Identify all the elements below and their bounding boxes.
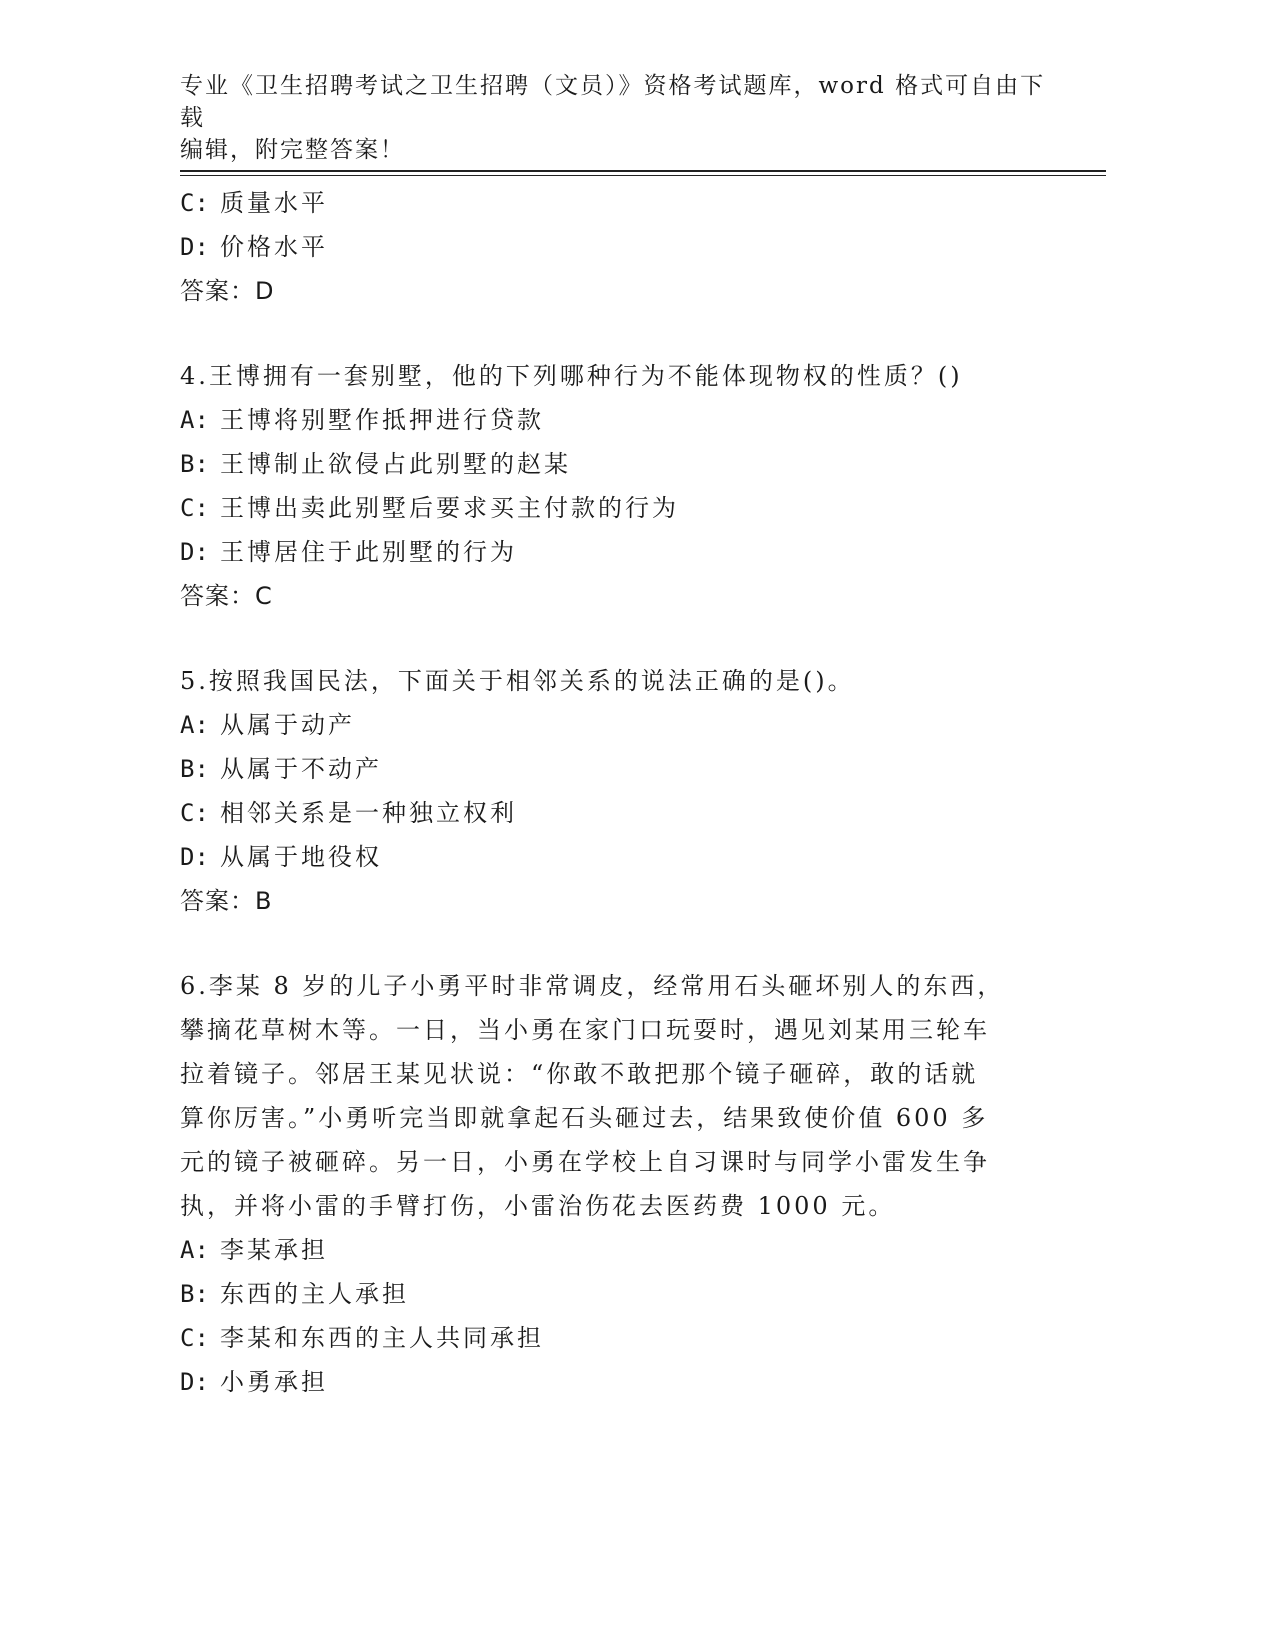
option-key: D:	[180, 538, 209, 566]
question-stem-line: 6.李某 8 岁的儿子小勇平时非常调皮，经常用石头砸坏别人的东西，	[180, 972, 1005, 1000]
option-text: 质量水平	[220, 189, 328, 217]
question-stem: 4.王博拥有一套别墅，他的下列哪种行为不能体现物权的性质？()	[180, 362, 963, 390]
header-divider-thick	[180, 170, 1106, 172]
spacer	[180, 923, 1020, 964]
question-stem-line: 元的镜子被砸碎。另一日，小勇在学校上自习课时与同学小雷发生争	[180, 1148, 990, 1176]
option-text: 李某承担	[220, 1236, 328, 1264]
option-text: 李某和东西的主人共同承担	[220, 1324, 544, 1352]
option-text: 相邻关系是一种独立权利	[220, 799, 517, 827]
question-4	[180, 354, 1020, 618]
option-a	[180, 703, 1020, 747]
option-b	[180, 442, 1020, 486]
option-d	[180, 835, 1020, 879]
answer-line: 答案：D	[180, 277, 275, 305]
option-text: 东西的主人承担	[220, 1280, 409, 1308]
spacer	[180, 618, 1020, 659]
option-text: 王博居住于此别墅的行为	[220, 538, 517, 566]
option-text: 小勇承担	[220, 1368, 328, 1396]
option-b	[180, 1272, 1020, 1316]
option-text: 从属于动产	[220, 711, 355, 739]
option-text: 从属于地役权	[220, 843, 382, 871]
option-c	[180, 486, 1020, 530]
option-d	[180, 1360, 1020, 1404]
partial-question	[180, 181, 1020, 313]
question-6	[180, 964, 1020, 1404]
header-line-1: 专业《卫生招聘考试之卫生招聘（文员）》资格考试题库，word 格式可自由下载	[180, 73, 1046, 131]
option-text: 从属于不动产	[220, 755, 382, 783]
option-key: A:	[180, 711, 209, 739]
option-c	[180, 1316, 1020, 1360]
answer-line: 答案：C	[180, 582, 273, 610]
header-divider-thin	[180, 175, 1106, 176]
option-text: 王博出卖此别墅后要求买主付款的行为	[220, 494, 679, 522]
option-key: B:	[180, 450, 209, 478]
option-d	[180, 225, 1020, 269]
option-a	[180, 398, 1020, 442]
question-5	[180, 659, 1020, 923]
answer-line: 答案：B	[180, 887, 273, 915]
option-key: C:	[180, 494, 209, 522]
question-list	[180, 181, 1020, 1404]
option-text: 价格水平	[220, 233, 328, 261]
option-text: 王博制止欲侵占此别墅的赵某	[220, 450, 571, 478]
question-stem: 5.按照我国民法，下面关于相邻关系的说法正确的是()。	[180, 667, 855, 695]
option-key: B:	[180, 755, 209, 783]
question-stem-line: 拉着镜子。邻居王某见状说：“你敢不敢把那个镜子砸碎，敢的话就	[180, 1060, 979, 1088]
document-header	[180, 70, 1060, 166]
option-key: A:	[180, 1236, 209, 1264]
question-stem-line: 执，并将小雷的手臂打伤，小雷治伤花去医药费 1000 元。	[180, 1192, 896, 1220]
header-line-2: 编辑，附完整答案！	[180, 137, 405, 163]
question-stem-line: 算你厉害。”小勇听完当即就拿起石头砸过去，结果致使价值 600 多	[180, 1104, 989, 1132]
option-d	[180, 530, 1020, 574]
option-key: C:	[180, 1324, 209, 1352]
option-text: 王博将别墅作抵押进行贷款	[220, 406, 544, 434]
spacer	[180, 313, 1020, 354]
option-key: C:	[180, 189, 209, 217]
option-key: D:	[180, 1368, 209, 1396]
option-key: C:	[180, 799, 209, 827]
option-key: D:	[180, 843, 209, 871]
option-key: B:	[180, 1280, 209, 1308]
option-key: A:	[180, 406, 209, 434]
option-b	[180, 747, 1020, 791]
option-a	[180, 1228, 1020, 1272]
option-key: D:	[180, 233, 209, 261]
question-stem-line: 攀摘花草树木等。一日，当小勇在家门口玩耍时，遇见刘某用三轮车	[180, 1016, 990, 1044]
option-c	[180, 181, 1020, 225]
option-c	[180, 791, 1020, 835]
